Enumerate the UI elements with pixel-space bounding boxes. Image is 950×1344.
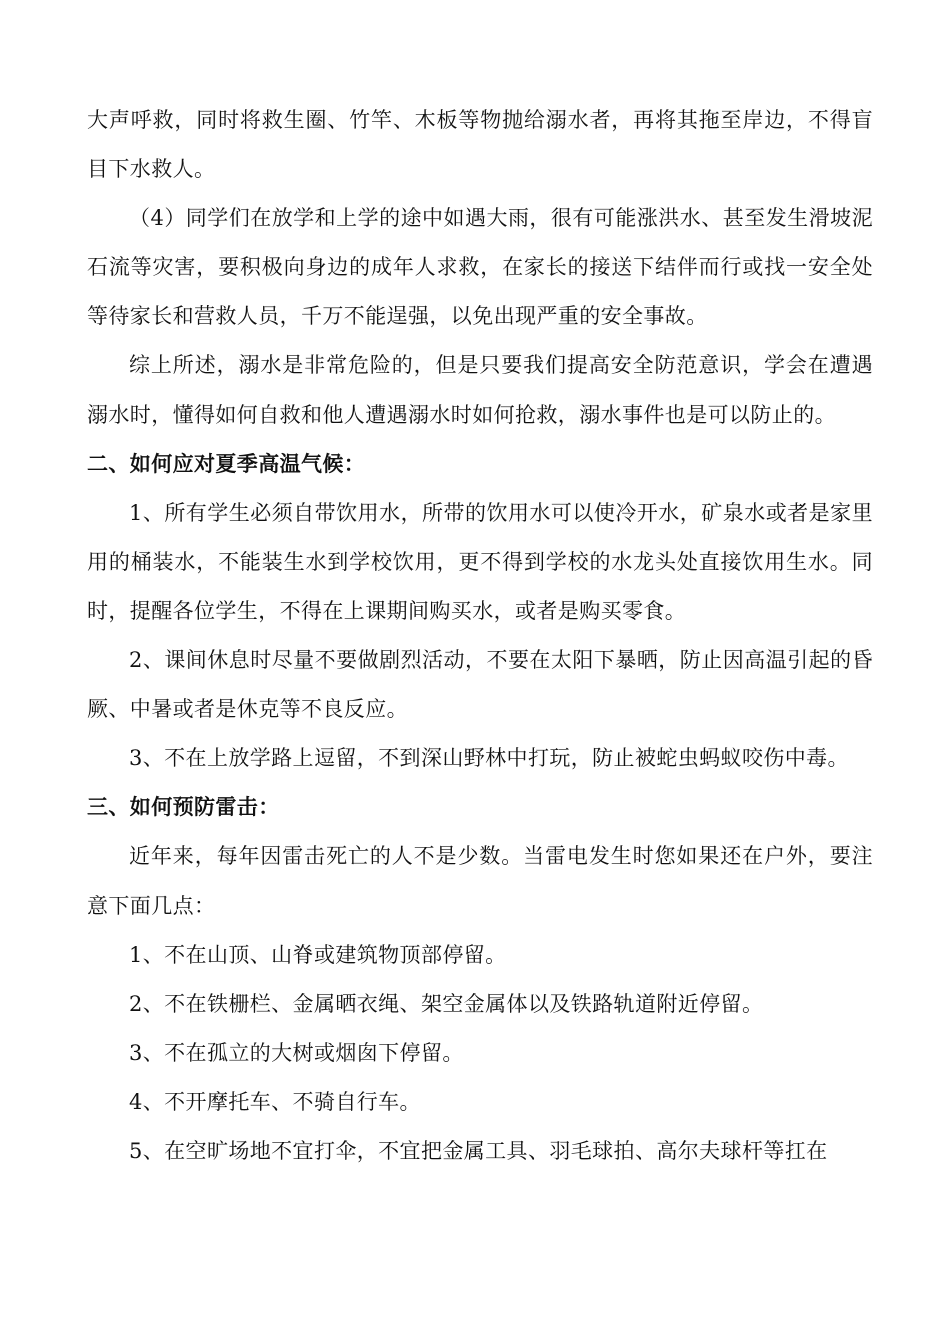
lightning-item-3: 3、不在孤立的大树或烟囱下停留。: [129, 1040, 464, 1065]
lightning-item-2: 2、不在铁栅栏、金属晒衣绳、架空金属体以及铁路轨道附近停留。: [129, 991, 764, 1016]
lightning-intro: 近年来，每年因雷击死亡的人不是少数。当雷电发生时您如果还在户外，要注意下面几点：: [87, 844, 873, 918]
lightning-item-5: 5、在空旷场地不宜打伞，不宜把金属工具、羽毛球拍、高尔夫球杆等扛在: [129, 1138, 828, 1163]
lightning-item-1: 1、不在山顶、山脊或建筑物顶部停留。: [129, 942, 507, 967]
heat-item-2: 2、课间休息时尽量不要做剧烈活动，不要在太阳下暴晒，防止因高温引起的昏厥、中暑或者是休克等不良反应。: [87, 648, 873, 722]
heat-item-1: 1、所有学生必须自带饮用水，所带的饮用水可以使冷开水，矿泉水或者是家里用的桶装水，不能装生水到学校饮用，更不得到学校的水龙头处直接饮用生水。同时，提醒各位学生，不得在上课期间购买水，或者是购买零食。: [87, 500, 873, 623]
lightning-item-4: 4、不开摩托车、不骑自行车。: [129, 1089, 421, 1114]
document-body: [87, 96, 873, 1176]
section-heading-lightning: 三、如何预防雷击：: [87, 795, 280, 820]
heat-item-3: 3、不在上放学路上逗留，不到深山野林中打玩，防止被蛇虫蚂蚁咬伤中毒。: [129, 746, 849, 771]
drowning-item-4: （4）同学们在放学和上学的途中如遇大雨，很有可能涨洪水、甚至发生滑坡泥石流等灾害，要积极向身边的成年人求救，在家长的接送下结伴而行或找一安全处等待家长和营救人员，千万不能逞强，以免出现严重的安全事故。: [87, 206, 873, 329]
section-heading-heat: 二、如何应对夏季高温气候：: [87, 451, 366, 476]
drowning-summary: 综上所述，溺水是非常危险的，但是只要我们提高安全防范意识，学会在遭遇溺水时，懂得如何自救和他人遭遇溺水时如何抢救，溺水事件也是可以防止的。: [87, 353, 873, 427]
paragraph-continuation: 大声呼救，同时将救生圈、竹竿、木板等物抛给溺水者，再将其拖至岸边，不得盲目下水救人。: [87, 108, 873, 182]
